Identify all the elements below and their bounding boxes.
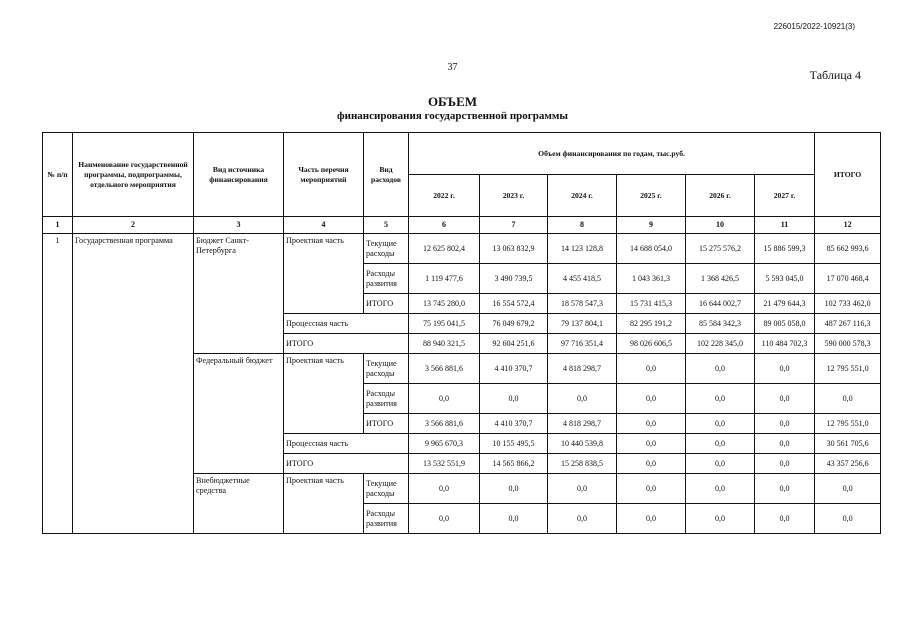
value-cell: 9 965 670,3	[409, 434, 480, 454]
expense-development: Расходы развития	[364, 384, 409, 414]
value-cell: 0,0	[617, 354, 686, 384]
value-cell: 0,0	[686, 384, 755, 414]
total-cell: 102 733 462,0	[815, 294, 881, 314]
expense-development: Расходы развития	[364, 264, 409, 294]
value-cell: 88 940 321,5	[409, 334, 480, 354]
page-number: 37	[447, 62, 458, 73]
total-cell: 487 267 116,3	[815, 314, 881, 334]
value-cell: 76 049 679,2	[480, 314, 548, 334]
value-cell: 0,0	[755, 434, 815, 454]
value-cell: 0,0	[409, 504, 480, 534]
table-label: Таблица 4	[809, 68, 861, 82]
value-cell: 0,0	[686, 434, 755, 454]
source-spb-budget: Бюджет Санкт-Петербурга	[194, 234, 284, 354]
col-header-part: Часть перечня мероприятий	[284, 133, 364, 217]
source-off-budget: Внебюджетные средства	[194, 474, 284, 534]
total-cell: 17 070 468,4	[815, 264, 881, 294]
total-cell: 0,0	[815, 474, 881, 504]
value-cell: 16 644 002,7	[686, 294, 755, 314]
title-main: ОБЪЕМ	[427, 94, 478, 109]
value-cell: 12 625 802,4	[409, 234, 480, 264]
value-cell: 0,0	[548, 384, 617, 414]
column-index: 11	[755, 217, 815, 234]
year-header: 2025 г.	[617, 175, 686, 217]
row-number: 1	[43, 234, 73, 534]
part-process: Процессная часть	[284, 434, 409, 454]
value-cell: 16 554 572,4	[480, 294, 548, 314]
value-cell: 97 716 351,4	[548, 334, 617, 354]
value-cell: 10 440 539,8	[548, 434, 617, 454]
value-cell: 0,0	[755, 354, 815, 384]
document-title	[0, 94, 905, 124]
expense-current: Текущие расходы	[364, 354, 409, 384]
col-header-name: Наименование государственной программы, подпрограммы, отдельного мероприятия	[73, 133, 194, 217]
value-cell: 0,0	[755, 414, 815, 434]
expense-current: Текущие расходы	[364, 234, 409, 264]
value-cell: 4 410 370,7	[480, 414, 548, 434]
value-cell: 15 258 838,5	[548, 454, 617, 474]
value-cell: 4 818 298,7	[548, 414, 617, 434]
value-cell: 18 578 547,3	[548, 294, 617, 314]
value-cell: 13 532 551,9	[409, 454, 480, 474]
year-header: 2026 г.	[686, 175, 755, 217]
total-cell: 85 662 993,6	[815, 234, 881, 264]
document-number: 226015/2022-10921(3)	[773, 22, 855, 31]
total-cell: 0,0	[815, 384, 881, 414]
financing-table	[42, 132, 881, 534]
value-cell: 0,0	[755, 384, 815, 414]
part-project: Проектная часть	[284, 234, 364, 314]
value-cell: 79 137 804,1	[548, 314, 617, 334]
value-cell: 0,0	[409, 384, 480, 414]
value-cell: 0,0	[617, 454, 686, 474]
value-cell: 15 275 576,2	[686, 234, 755, 264]
value-cell: 10 155 495,5	[480, 434, 548, 454]
value-cell: 1 119 477,6	[409, 264, 480, 294]
value-cell: 0,0	[480, 504, 548, 534]
total-cell: 12 795 551,0	[815, 354, 881, 384]
value-cell: 0,0	[755, 454, 815, 474]
table-row	[43, 234, 881, 264]
program-name: Государственная программа	[73, 234, 194, 534]
column-index: 1	[43, 217, 73, 234]
value-cell: 4 455 418,5	[548, 264, 617, 294]
column-index: 10	[686, 217, 755, 234]
value-cell: 0,0	[755, 474, 815, 504]
col-header-expense-type: Вид расходов	[364, 133, 409, 217]
value-cell: 15 886 599,3	[755, 234, 815, 264]
value-cell: 0,0	[686, 354, 755, 384]
value-cell: 89 005 058,0	[755, 314, 815, 334]
value-cell: 21 479 644,3	[755, 294, 815, 314]
value-cell: 15 731 415,3	[617, 294, 686, 314]
value-cell: 0,0	[755, 504, 815, 534]
year-header: 2027 г.	[755, 175, 815, 217]
value-cell: 0,0	[617, 414, 686, 434]
value-cell: 0,0	[617, 384, 686, 414]
value-cell: 4 410 370,7	[480, 354, 548, 384]
value-cell: 0,0	[686, 454, 755, 474]
value-cell: 75 195 041,5	[409, 314, 480, 334]
column-index-row	[43, 217, 881, 234]
value-cell: 0,0	[686, 504, 755, 534]
value-cell: 13 063 832,9	[480, 234, 548, 264]
value-cell: 92 604 251,6	[480, 334, 548, 354]
value-cell: 0,0	[409, 474, 480, 504]
column-index: 7	[480, 217, 548, 234]
column-index: 5	[364, 217, 409, 234]
value-cell: 0,0	[548, 504, 617, 534]
value-cell: 0,0	[617, 504, 686, 534]
column-index: 3	[194, 217, 284, 234]
column-index: 8	[548, 217, 617, 234]
part-project: Проектная часть	[284, 354, 364, 434]
source-total: ИТОГО	[284, 454, 409, 474]
total-cell: 30 561 705,6	[815, 434, 881, 454]
column-index: 4	[284, 217, 364, 234]
part-process: Процессная часть	[284, 314, 409, 334]
value-cell: 0,0	[548, 474, 617, 504]
value-cell: 14 688 054,0	[617, 234, 686, 264]
value-cell: 82 295 191,2	[617, 314, 686, 334]
column-index: 12	[815, 217, 881, 234]
col-header-total: ИТОГО	[815, 133, 881, 217]
expense-total: ИТОГО	[364, 414, 409, 434]
col-header-source: Вид источника финансирования	[194, 133, 284, 217]
column-index: 9	[617, 217, 686, 234]
value-cell: 0,0	[480, 384, 548, 414]
total-cell: 43 357 256,6	[815, 454, 881, 474]
value-cell: 0,0	[480, 474, 548, 504]
value-cell: 5 593 045,0	[755, 264, 815, 294]
value-cell: 4 818 298,7	[548, 354, 617, 384]
value-cell: 102 228 345,0	[686, 334, 755, 354]
value-cell: 1 368 426,5	[686, 264, 755, 294]
total-cell: 590 000 578,3	[815, 334, 881, 354]
value-cell: 14 123 128,8	[548, 234, 617, 264]
value-cell: 3 490 739,5	[480, 264, 548, 294]
value-cell: 14 565 866,2	[480, 454, 548, 474]
year-header: 2023 г.	[480, 175, 548, 217]
expense-total: ИТОГО	[364, 294, 409, 314]
value-cell: 0,0	[686, 414, 755, 434]
total-cell: 0,0	[815, 504, 881, 534]
value-cell: 13 745 280,0	[409, 294, 480, 314]
value-cell: 0,0	[617, 474, 686, 504]
expense-current: Текущие расходы	[364, 474, 409, 504]
value-cell: 98 026 606,5	[617, 334, 686, 354]
value-cell: 3 566 881,6	[409, 354, 480, 384]
source-federal-budget: Федеральный бюджет	[194, 354, 284, 474]
total-cell: 12 795 551,0	[815, 414, 881, 434]
year-header: 2022 г.	[409, 175, 480, 217]
source-total: ИТОГО	[284, 334, 409, 354]
year-header: 2024 г.	[548, 175, 617, 217]
column-index: 6	[409, 217, 480, 234]
col-header-num: № п/п	[43, 133, 73, 217]
value-cell: 110 484 702,3	[755, 334, 815, 354]
value-cell: 1 043 361,3	[617, 264, 686, 294]
column-index: 2	[73, 217, 194, 234]
part-project: Проектная часть	[284, 474, 364, 534]
expense-development: Расходы развития	[364, 504, 409, 534]
value-cell: 0,0	[617, 434, 686, 454]
value-cell: 0,0	[686, 474, 755, 504]
col-header-volume: Объем финансирования по годам, тыс.руб.	[409, 133, 815, 175]
value-cell: 85 584 342,3	[686, 314, 755, 334]
title-subtitle: финансирования государственной программы	[337, 110, 568, 122]
value-cell: 3 566 881,6	[409, 414, 480, 434]
